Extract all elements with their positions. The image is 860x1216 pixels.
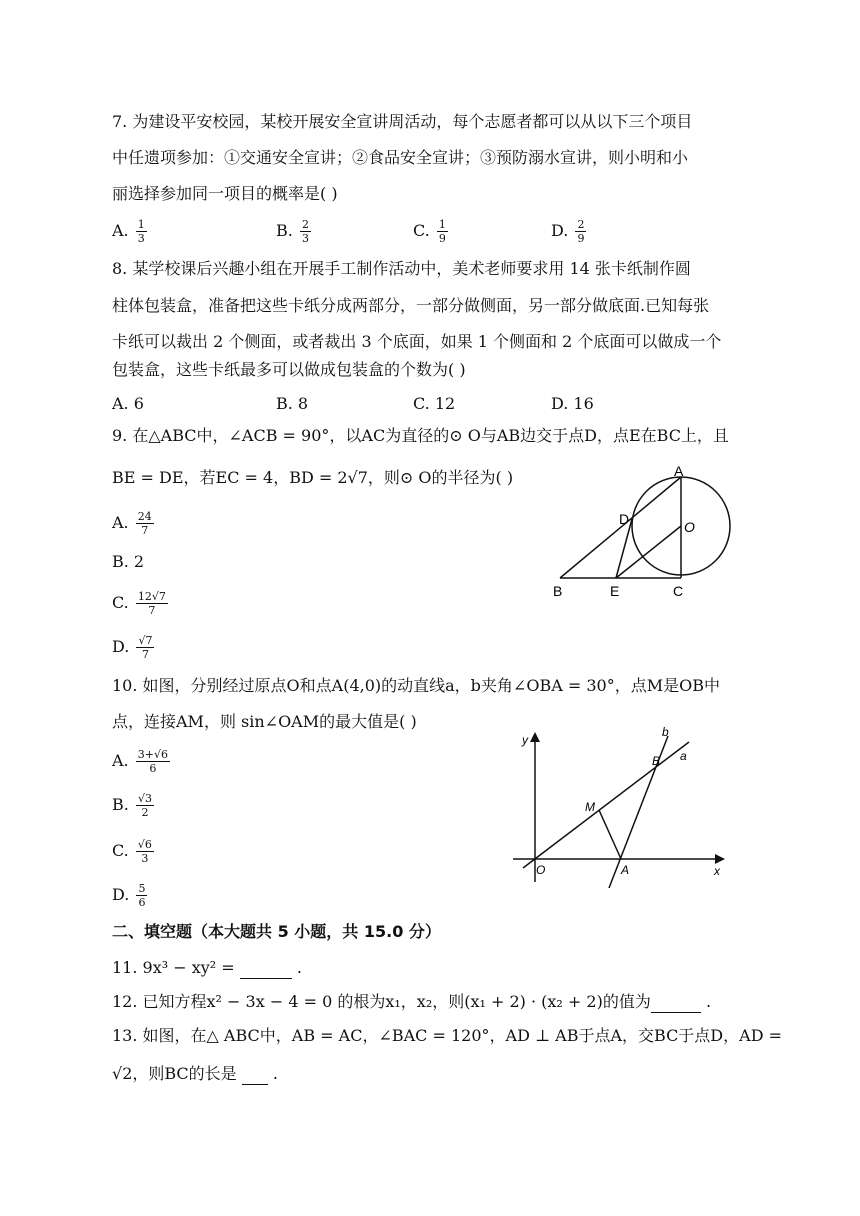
q10-line1: 10. 如图，分别经过原点O和点A(4,0)的动直线a，b夹角∠OBA = 30°，点M是OB中	[112, 676, 720, 695]
q9-label-e: E	[610, 583, 620, 599]
q7-option-a: A. $\frac{1}{3}$	[112, 218, 145, 245]
q9-line1: 9. 在△ABC中，∠ACB = 90°，以AC为直径的⊙ O与AB边交于点D，点E在BC上，且	[112, 426, 729, 445]
q9-option-b: B. 2	[112, 552, 145, 571]
q8-option-b: B. 8	[276, 394, 309, 413]
section-heading: 二、填空题（本大题共 5 小题，共 15.0 分）	[112, 922, 441, 941]
q8-option-a: A. 6	[112, 394, 144, 413]
q10-label-a-point: A	[621, 863, 630, 877]
q10-label-y: y	[522, 733, 528, 747]
q11-answer-blank[interactable]	[240, 958, 292, 979]
q7-line3: 丽选择参加同一项目的概率是( )	[112, 184, 338, 203]
q13-line2: √2，则BC的长是 .	[112, 1064, 278, 1083]
q10-option-c: C. $\frac{√6}{3}$	[112, 838, 152, 865]
q10-option-b: B. $\frac{√3}{2}$	[112, 792, 152, 819]
q12: 12. 已知方程x² − 3x − 4 = 0 的根为x₁，x₂，则(x₁ + 2) · (x₂ + 2)的值为 .	[112, 992, 712, 1011]
q10-label-o: O	[536, 863, 546, 877]
q9-label-b: B	[553, 583, 563, 599]
q8-line3: 卡纸可以裁出 2 个侧面，或者裁出 3 个底面，如果 1 个侧面和 2 个底面可以做成一个	[112, 332, 722, 351]
q10-label-line-b: b	[662, 725, 669, 739]
q9-line-de	[616, 519, 632, 578]
q8-line1: 8. 某学校课后兴趣小组在开展手工制作活动中，美术老师要求用 14 张卡纸制作圆	[112, 259, 691, 278]
q9-label-c: C	[673, 583, 684, 599]
q7-option-b: B. $\frac{2}{3}$	[276, 218, 309, 245]
q9-line-oe	[616, 526, 681, 578]
q9-option-c: C. $\frac{12√7}{7}$	[112, 590, 166, 617]
q9-option-a: A. $\frac{24}{7}$	[112, 510, 152, 537]
q9-label-d: D	[619, 511, 630, 527]
q8-line2: 柱体包装盒，准备把这些卡纸分成两部分，一部分做侧面，另一部分做底面.已知每张	[112, 296, 710, 315]
q10-option-d: D. $\frac{5}{6}$	[112, 882, 146, 909]
q12-answer-blank[interactable]	[651, 992, 701, 1013]
q7-line2: 中任遗项参加：①交通安全宣讲；②食品安全宣讲；③预防溺水宣讲，则小明和小	[112, 148, 689, 167]
q9-label-o: O	[684, 519, 695, 535]
q10-line-am	[599, 810, 621, 859]
q8-option-c: C. 12	[413, 394, 456, 413]
q7-option-c: C. $\frac{1}{9}$	[413, 218, 446, 245]
q10-line2: 点，连接AM，则 sin∠OAM的最大值是( )	[112, 712, 417, 731]
q10-label-line-a: a	[680, 749, 687, 763]
q10-figure	[505, 722, 745, 892]
q9-line2: BE = DE，若EC = 4，BD = 2√7，则⊙ O的半径为( )	[112, 468, 514, 487]
q13-line1: 13. 如图，在△ ABC中，AB = AC，∠BAC = 120°，AD ⊥ AB于点A，交BC于点D，AD =	[112, 1026, 783, 1045]
q7-option-d: D. $\frac{2}{9}$	[551, 218, 585, 245]
q10-y-arrow	[530, 732, 540, 742]
q9-figure	[540, 460, 750, 605]
q13-answer-blank[interactable]	[242, 1064, 268, 1085]
q8-line4: 包装盒，这些卡纸最多可以做成包装盒的个数为( )	[112, 360, 466, 379]
q10-label-m: M	[585, 800, 595, 814]
q10-option-a: A. $\frac{3+√6}{6}$	[112, 748, 168, 775]
q10-x-arrow	[715, 854, 725, 864]
q10-label-x: x	[714, 864, 720, 878]
q10-line-a	[523, 742, 689, 868]
q10-label-b-point: B	[652, 754, 661, 768]
q8-option-d: D. 16	[551, 394, 594, 413]
q9-label-a: A	[674, 463, 684, 479]
q9-option-d: D. $\frac{√7}{7}$	[112, 634, 153, 661]
q11: 11. 9x³ − xy² = .	[112, 958, 302, 977]
q7-line1: 7. 为建设平安校园，某校开展安全宣讲周活动，每个志愿者都可以从以下三个项目	[112, 112, 693, 131]
